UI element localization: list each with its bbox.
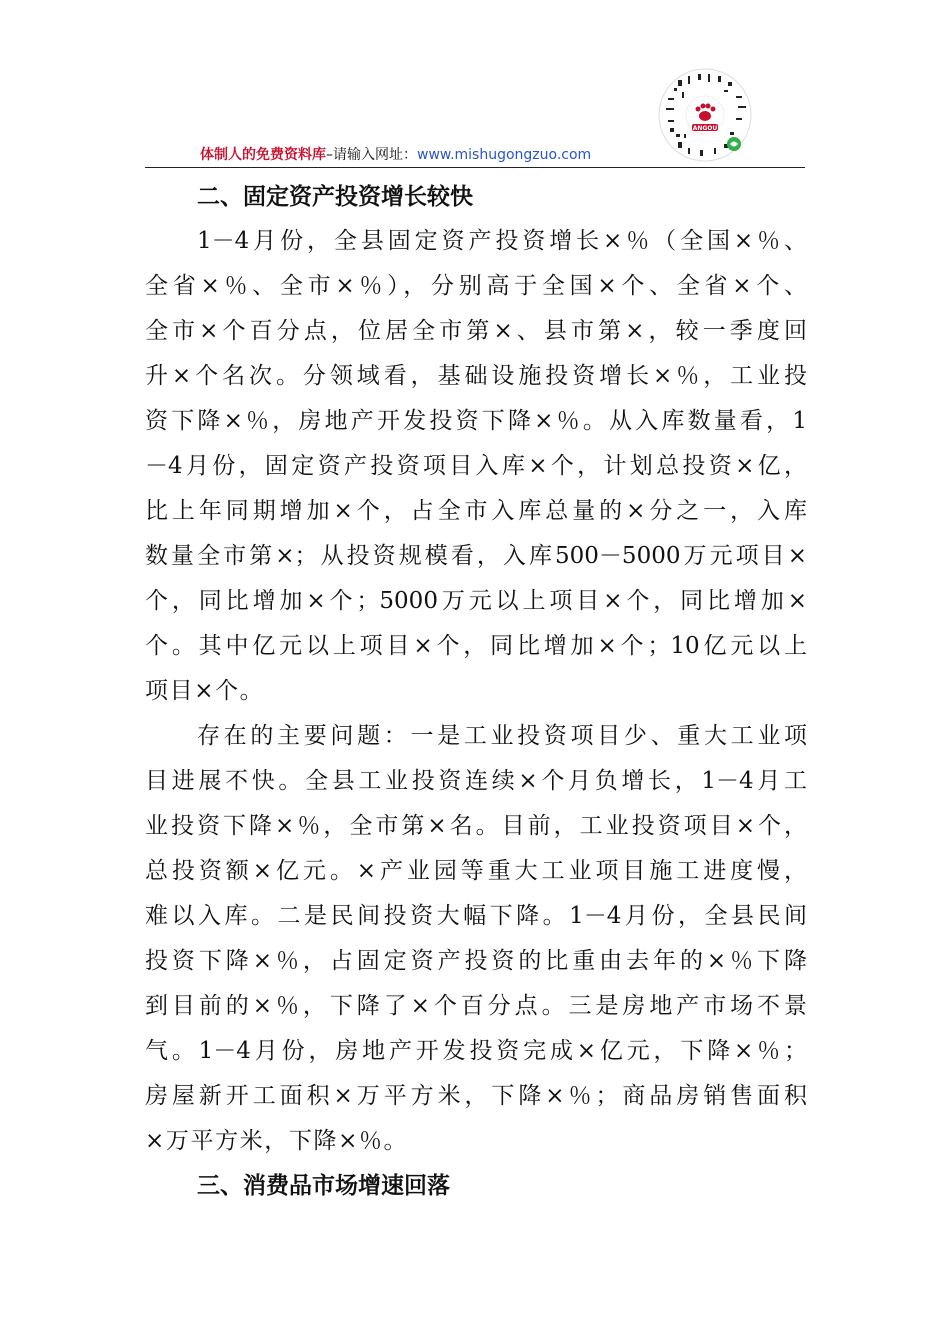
text-line: 资下降×％，房地产开发投资下降×％。从入库数量看，1 <box>145 408 807 434</box>
text-line: －4月份，固定资产投资项目入库×个，计划总投资×亿， <box>145 453 807 479</box>
text-line: 项目×个。 <box>145 678 265 704</box>
text-line: 投资下降×％，占固定资产投资的比重由去年的×％下降 <box>145 948 807 974</box>
text-line: ×万平方米，下降×％。 <box>145 1128 409 1154</box>
section-heading-3: 三、消费品市场增速回落 <box>197 1173 450 1199</box>
paragraph-2 <box>145 714 807 1164</box>
header-prompt: –请输入网址： <box>326 147 417 163</box>
text-line: 到目前的×％，下降了×个百分点。三是房地产市场不景 <box>145 993 807 1019</box>
text-line: 1－4月份，全县固定资产投资增长×％（全国×％、 <box>197 228 807 254</box>
text-line: 比上年同期增加×个，占全市入库总量的×分之一，入库 <box>145 498 807 524</box>
text-line: 全市×个百分点，位居全市第×、县市第×，较一季度回 <box>145 318 807 344</box>
text-line: 房屋新开工面积×万平方米，下降×％；商品房销售面积 <box>145 1083 807 1109</box>
paragraph-1 <box>145 219 807 714</box>
header-brand: 体制人的免费资料库 <box>200 147 326 163</box>
text-line: 气。1－4月份，房地产开发投资完成×亿元，下降×％； <box>145 1038 807 1064</box>
section-heading-2: 二、固定资产投资增长较快 <box>197 184 473 210</box>
text-line: 个。其中亿元以上项目×个，同比增加×个；10亿元以上 <box>145 633 807 659</box>
text-line: 全省×％、全市×％），分别高于全国×个、全省×个、 <box>145 273 807 299</box>
header-url-link[interactable]: www.mishugongzuo.com <box>417 147 592 163</box>
text-line: 存在的主要问题：一是工业投资项目少、重大工业项 <box>197 723 807 749</box>
text-line: 难以入库。二是民间投资大幅下降。1－4月份，全县民间 <box>145 903 807 929</box>
document-body <box>145 175 807 1208</box>
text-line: 总投资额×亿元。×产业园等重大工业项目施工进度慢， <box>145 858 807 884</box>
page-header <box>145 145 805 169</box>
text-line: 数量全市第×；从投资规模看，入库500－5000万元项目× <box>145 543 807 569</box>
text-line: 业投资下降×％，全市第×名。目前，工业投资项目×个， <box>145 813 807 839</box>
qr-label: ANGOU <box>692 125 718 132</box>
header-divider <box>145 167 805 168</box>
text-line: 升×个名次。分领域看，基础设施投资增长×％，工业投 <box>145 363 807 389</box>
text-line: 目进展不快。全县工业投资连续×个月负增长，1－4月工 <box>145 768 807 794</box>
header-text <box>200 145 591 165</box>
text-line: 个，同比增加×个；5000万元以上项目×个，同比增加× <box>145 588 807 614</box>
